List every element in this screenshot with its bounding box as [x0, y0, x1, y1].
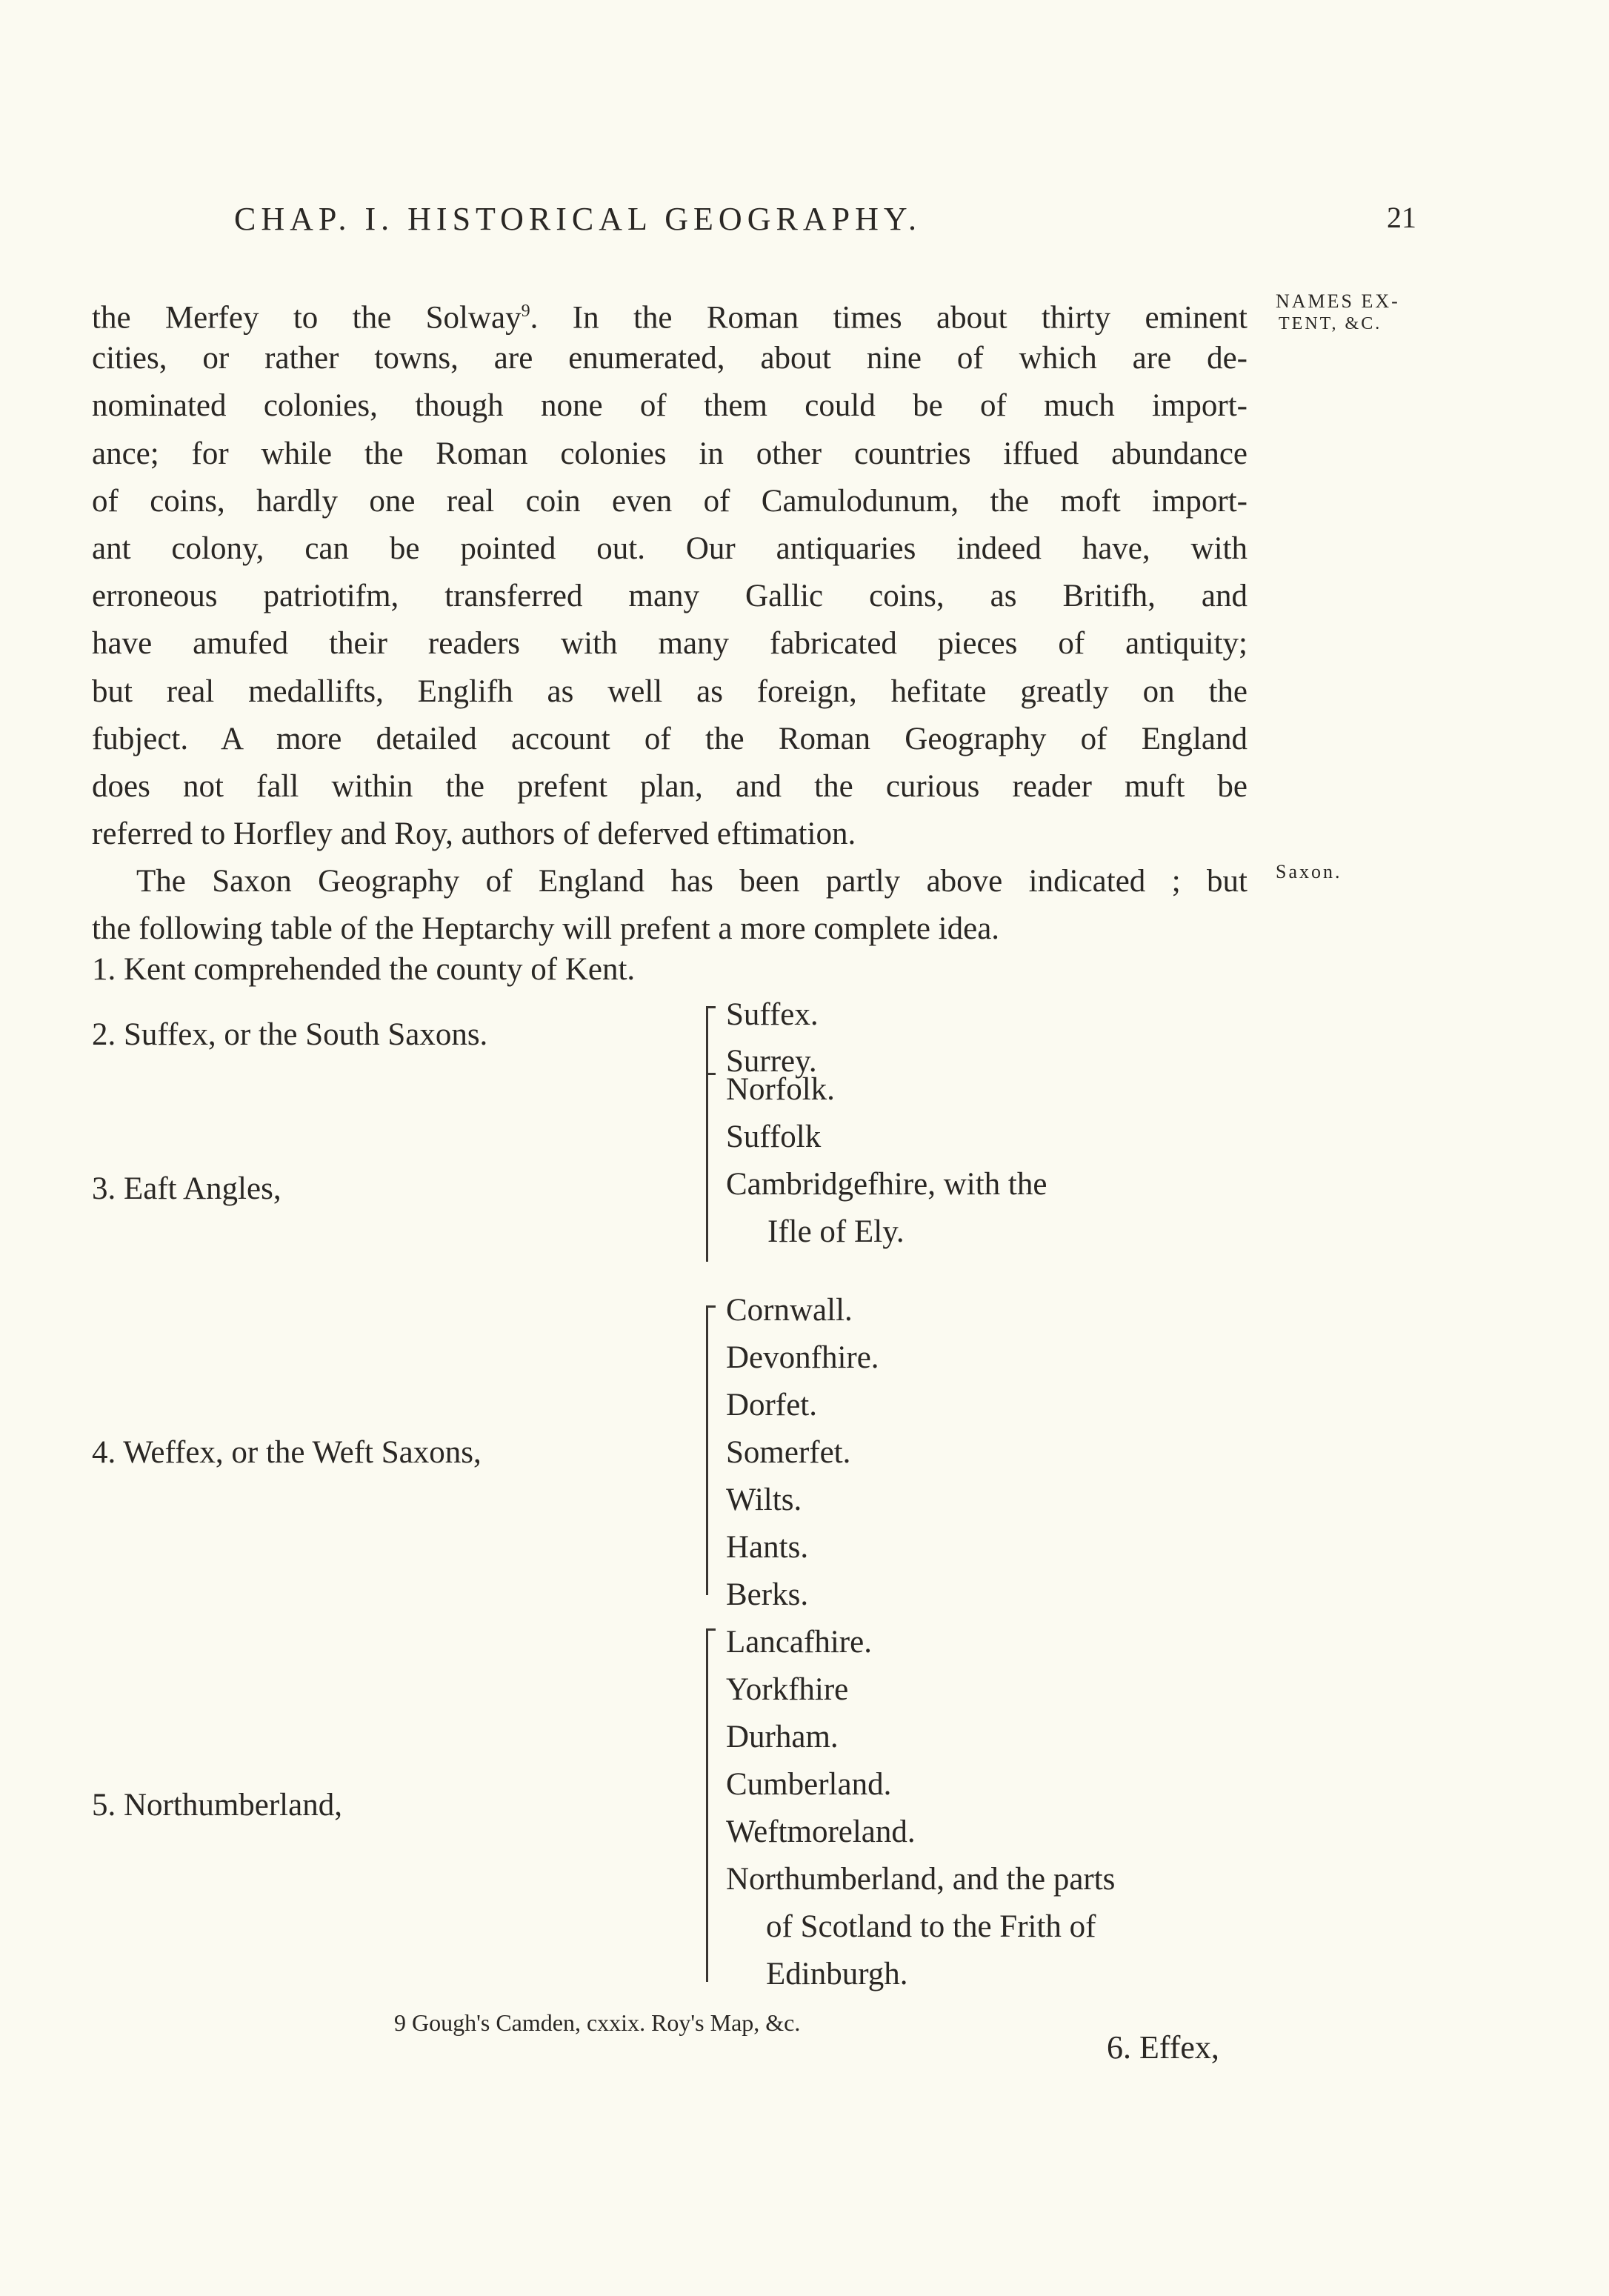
brace: [706, 1628, 716, 1982]
county: Suffex.: [726, 997, 819, 1032]
county: Ifle of Ely.: [767, 1214, 905, 1249]
text-line: have amufed their readers with many fabricated pieces of antiquity;: [92, 626, 1247, 662]
county: Cambridgefhire, with the: [726, 1167, 1047, 1202]
county: Hants.: [726, 1530, 809, 1565]
county: Edinburgh.: [766, 1957, 908, 1991]
brace: [706, 1006, 716, 1079]
county: Lancafhire.: [726, 1625, 872, 1660]
county: of Scotland to the Frith of: [766, 1909, 1096, 1944]
county: Northumberland, and the parts: [726, 1862, 1116, 1897]
county: Dorfet.: [726, 1388, 817, 1422]
text-line: does not fall within the prefent plan, and the curious reader muft be: [92, 768, 1247, 804]
text-line: of coins, hardly one real coin even of Camulodunum, the moft import-: [92, 483, 1247, 519]
text-line: The Saxon Geography of England has been partly above indicated ; but: [136, 864, 1247, 899]
county: Cumberland.: [726, 1767, 892, 1802]
page-number: 21: [1387, 201, 1416, 234]
kingdom-wessex: 4. Weffex, or the Weft Saxons,: [92, 1435, 482, 1470]
county: Cornwall.: [726, 1293, 853, 1328]
text-line: erroneous patriotifm, transferred many Gallic coins, as Britifh, and: [92, 579, 1247, 614]
text-line: ant colony, can be pointed out. Our antiquaries indeed have, with: [92, 530, 1247, 566]
county: Yorkfhire: [726, 1672, 849, 1707]
text-line: the Merfey to the Solway$^9$. In the Roman times about thirty eminent: [92, 300, 1247, 336]
text-line: the following table of the Heptarchy will prefent a more complete idea.: [92, 911, 1000, 947]
kingdom-kent: 1. Kent comprehended the county of Kent.: [92, 952, 636, 987]
footnote-ref: 9: [521, 302, 530, 321]
county: Somerfet.: [726, 1435, 851, 1470]
county: Norfolk.: [726, 1072, 835, 1107]
county: Suffolk: [726, 1119, 822, 1154]
margin-note-names: [1276, 290, 1400, 335]
margin-note-line: TENT, &C.: [1279, 314, 1382, 333]
kingdom-sussex: 2. Suffex, or the South Saxons.: [92, 1017, 488, 1052]
running-title: CHAP. I. HISTORICAL GEOGRAPHY.: [234, 201, 922, 237]
running-header: [234, 200, 1416, 252]
county: Weftmoreland.: [726, 1814, 916, 1849]
body-text: [92, 287, 1247, 954]
kingdom-northumberland: 5. Northumberland,: [92, 1788, 342, 1823]
text-line: ance; for while the Roman colonies in other countries iffued abundance: [92, 436, 1247, 471]
text-line: referred to Horfley and Roy, authors of deferved eftimation.: [92, 816, 856, 852]
text-line: but real medallifts, Englifh as well as foreign, hefitate greatly on the: [92, 673, 1247, 709]
text-line: nominated colonies, though none of them could be of much import-: [92, 388, 1247, 424]
kingdom-east-angles: 3. Eaft Angles,: [92, 1171, 282, 1206]
margin-note-line: NAMES EX-: [1276, 290, 1400, 312]
margin-note-saxon: Saxon.: [1276, 861, 1342, 882]
brace: [706, 1073, 716, 1262]
county: Wilts.: [726, 1483, 802, 1517]
county: Surrey.: [726, 1044, 817, 1079]
catchword: 6. Effex,: [1107, 2029, 1219, 2066]
county: Berks.: [726, 1577, 809, 1612]
brace: [706, 1305, 716, 1595]
footnote: 9 Gough's Camden, cxxix. Roy's Map, &c.: [394, 2009, 801, 2036]
text-line: cities, or rather towns, are enumerated, about nine of which are de-: [92, 341, 1247, 376]
text-line: fubject. A more detailed account of the Roman Geography of England: [92, 721, 1247, 756]
county: Devonfhire.: [726, 1340, 879, 1375]
county: Durham.: [726, 1720, 839, 1754]
